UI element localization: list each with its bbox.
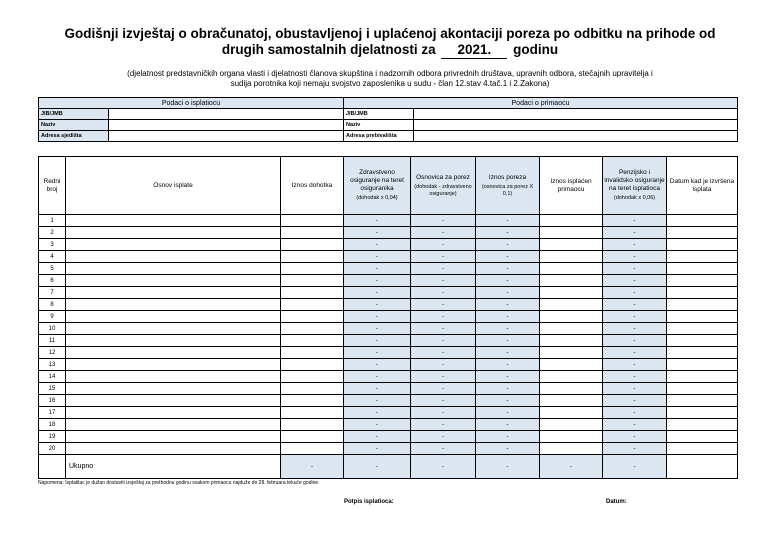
- report-year-field[interactable]: 2021.: [441, 42, 507, 59]
- row-tax-cell: -: [476, 431, 540, 443]
- row-paid-cell[interactable]: [540, 263, 603, 275]
- party-info-table: [38, 97, 738, 142]
- row-basis-cell[interactable]: [66, 299, 281, 311]
- payer-name-field[interactable]: [109, 120, 344, 131]
- title-line-2-suffix: godinu: [513, 42, 559, 57]
- row-pension-cell: -: [603, 407, 667, 419]
- row-paid-cell[interactable]: [540, 299, 603, 311]
- row-tax-cell: -: [476, 395, 540, 407]
- row-paid-cell[interactable]: [540, 215, 603, 227]
- row-number: 3: [39, 239, 66, 251]
- col-tax-amount-formula: (osnovica za porez X 0,1): [481, 183, 534, 197]
- row-tax-base-cell: -: [411, 395, 476, 407]
- row-date-cell[interactable]: [667, 443, 738, 455]
- row-health-cell: -: [344, 323, 411, 335]
- row-pension-cell: -: [603, 299, 667, 311]
- row-paid-cell[interactable]: [540, 311, 603, 323]
- row-tax-cell: -: [476, 359, 540, 371]
- row-basis-cell[interactable]: [66, 275, 281, 287]
- row-basis-cell[interactable]: [66, 395, 281, 407]
- row-basis-cell[interactable]: [66, 215, 281, 227]
- row-date-cell[interactable]: [667, 287, 738, 299]
- row-tax-base-cell: -: [411, 311, 476, 323]
- row-income-cell[interactable]: [281, 239, 344, 251]
- row-tax-cell: -: [476, 407, 540, 419]
- payer-address-field[interactable]: [109, 131, 344, 142]
- row-health-cell: -: [344, 395, 411, 407]
- row-pension-cell: -: [603, 359, 667, 371]
- row-date-cell[interactable]: [667, 335, 738, 347]
- row-date-cell[interactable]: [667, 407, 738, 419]
- row-tax-cell: -: [476, 299, 540, 311]
- total-label: Ukupno: [66, 455, 281, 479]
- row-tax-base-cell: -: [411, 299, 476, 311]
- row-basis-cell[interactable]: [66, 335, 281, 347]
- total-empty-cell: [39, 455, 66, 479]
- row-number: 6: [39, 275, 66, 287]
- row-tax-cell: -: [476, 263, 540, 275]
- row-number: 16: [39, 395, 66, 407]
- row-basis-cell[interactable]: [66, 227, 281, 239]
- row-tax-base-cell: -: [411, 419, 476, 431]
- row-health-cell: -: [344, 239, 411, 251]
- row-tax-cell: -: [476, 215, 540, 227]
- row-number: 7: [39, 287, 66, 299]
- row-health-cell: -: [344, 383, 411, 395]
- row-date-cell[interactable]: [667, 299, 738, 311]
- table-row: [39, 311, 738, 323]
- row-date-cell[interactable]: [667, 395, 738, 407]
- row-tax-base-cell: -: [411, 443, 476, 455]
- row-date-cell[interactable]: [667, 359, 738, 371]
- row-pension-cell: -: [603, 419, 667, 431]
- payer-jib-label: JIB/JMB: [39, 109, 109, 120]
- table-row: [39, 347, 738, 359]
- recipient-name-label: Naziv: [344, 120, 414, 131]
- row-number: 2: [39, 227, 66, 239]
- row-pension-cell: -: [603, 215, 667, 227]
- row-pension-cell: -: [603, 371, 667, 383]
- row-date-cell[interactable]: [667, 215, 738, 227]
- row-basis-cell[interactable]: [66, 251, 281, 263]
- table-row: [39, 407, 738, 419]
- row-number: 5: [39, 263, 66, 275]
- row-health-cell: -: [344, 311, 411, 323]
- row-pension-cell: -: [603, 239, 667, 251]
- table-row: [39, 335, 738, 347]
- total-tax: -: [476, 455, 540, 479]
- row-tax-cell: -: [476, 347, 540, 359]
- row-pension-cell: -: [603, 263, 667, 275]
- row-basis-cell[interactable]: [66, 263, 281, 275]
- table-row: [39, 275, 738, 287]
- row-tax-cell: -: [476, 335, 540, 347]
- payer-name-label: Naziv: [39, 120, 109, 131]
- row-date-cell[interactable]: [667, 227, 738, 239]
- row-income-cell[interactable]: [281, 347, 344, 359]
- row-income-cell[interactable]: [281, 383, 344, 395]
- row-tax-cell: -: [476, 227, 540, 239]
- row-date-cell[interactable]: [667, 323, 738, 335]
- row-number: 19: [39, 431, 66, 443]
- table-row: [39, 251, 738, 263]
- row-number: 20: [39, 443, 66, 455]
- table-row: [39, 443, 738, 455]
- row-health-cell: -: [344, 371, 411, 383]
- row-tax-base-cell: -: [411, 383, 476, 395]
- row-income-cell[interactable]: [281, 395, 344, 407]
- title-line-2: [40, 42, 740, 59]
- row-pension-cell: -: [603, 335, 667, 347]
- row-income-cell[interactable]: [281, 299, 344, 311]
- row-tax-base-cell: -: [411, 287, 476, 299]
- row-income-cell[interactable]: [281, 263, 344, 275]
- payer-header: Podaci o isplatiocu: [39, 98, 344, 109]
- row-income-cell[interactable]: [281, 215, 344, 227]
- row-tax-base-cell: -: [411, 431, 476, 443]
- row-basis-cell[interactable]: [66, 383, 281, 395]
- row-health-cell: -: [344, 359, 411, 371]
- row-tax-base-cell: -: [411, 347, 476, 359]
- row-health-cell: -: [344, 443, 411, 455]
- payer-address-label: Adresa sjedišta: [39, 131, 109, 142]
- row-pension-cell: -: [603, 311, 667, 323]
- table-row: [39, 371, 738, 383]
- title-line-1: Godišnji izvještaj o obračunatoj, obustavljenoj i uplaćenoj akontaciji poreza po odbitku na prihode od: [64, 26, 716, 41]
- total-health: -: [344, 455, 411, 479]
- row-tax-cell: -: [476, 239, 540, 251]
- footnote: Napomena: Isplatilac je dužan dostaviti izvještaj za prethodnu godinu svakom primaocu najduže do 28. februara tekuće godine: [38, 480, 319, 486]
- row-paid-cell[interactable]: [540, 251, 603, 263]
- row-tax-base-cell: -: [411, 215, 476, 227]
- row-tax-cell: -: [476, 371, 540, 383]
- row-paid-cell[interactable]: [540, 443, 603, 455]
- row-pension-cell: -: [603, 251, 667, 263]
- row-basis-cell[interactable]: [66, 431, 281, 443]
- row-income-cell[interactable]: [281, 443, 344, 455]
- row-tax-base-cell: -: [411, 407, 476, 419]
- row-paid-cell[interactable]: [540, 239, 603, 251]
- row-number: 9: [39, 311, 66, 323]
- row-paid-cell[interactable]: [540, 227, 603, 239]
- recipient-name-field[interactable]: [414, 120, 738, 131]
- row-date-cell[interactable]: [667, 383, 738, 395]
- row-tax-base-cell: -: [411, 371, 476, 383]
- row-tax-cell: -: [476, 311, 540, 323]
- total-tax-base: -: [411, 455, 476, 479]
- row-paid-cell[interactable]: [540, 407, 603, 419]
- row-basis-cell[interactable]: [66, 239, 281, 251]
- row-health-cell: -: [344, 275, 411, 287]
- row-tax-cell: -: [476, 275, 540, 287]
- table-row: [39, 263, 738, 275]
- row-income-cell[interactable]: [281, 287, 344, 299]
- col-pension-insurance-title: Penzijsko i invalidsko osiguranje na teret isplatioca: [604, 169, 665, 192]
- row-income-cell[interactable]: [281, 335, 344, 347]
- table-row: [39, 431, 738, 443]
- row-income-cell[interactable]: [281, 251, 344, 263]
- col-payment-date: Datum kad je izvršena isplata: [667, 157, 738, 215]
- total-date-cell: [667, 455, 738, 479]
- subtitle-line-2: sudija porotnika koji nemaju svojstvo zaposlenika u sudu - član 12.stav 4.tač.1 i 2.Zakona): [230, 79, 550, 88]
- row-paid-cell[interactable]: [540, 275, 603, 287]
- row-paid-cell[interactable]: [540, 347, 603, 359]
- row-health-cell: -: [344, 431, 411, 443]
- row-basis-cell[interactable]: [66, 419, 281, 431]
- recipient-jmb-field[interactable]: [414, 109, 738, 120]
- table-row: [39, 359, 738, 371]
- col-tax-base: [411, 157, 476, 215]
- row-basis-cell[interactable]: [66, 311, 281, 323]
- row-tax-base-cell: -: [411, 263, 476, 275]
- row-number: 8: [39, 299, 66, 311]
- row-basis-cell[interactable]: [66, 359, 281, 371]
- table-row: [39, 383, 738, 395]
- row-number: 11: [39, 335, 66, 347]
- row-date-cell[interactable]: [667, 419, 738, 431]
- row-health-cell: -: [344, 299, 411, 311]
- recipient-address-field[interactable]: [414, 131, 738, 142]
- payments-rows: [39, 215, 738, 455]
- table-row: [39, 419, 738, 431]
- col-health-insurance-title: Zdravstveno osiguranje na teret osiguranika: [350, 169, 404, 192]
- row-health-cell: -: [344, 407, 411, 419]
- col-basis: Osnov isplate: [66, 157, 281, 215]
- row-date-cell[interactable]: [667, 251, 738, 263]
- row-number: 4: [39, 251, 66, 263]
- col-pension-insurance: [603, 157, 667, 215]
- recipient-jmb-label: JIB/JMB: [344, 109, 414, 120]
- row-date-cell[interactable]: [667, 431, 738, 443]
- report-title: [40, 26, 740, 59]
- row-number: 12: [39, 347, 66, 359]
- row-paid-cell[interactable]: [540, 371, 603, 383]
- row-basis-cell[interactable]: [66, 407, 281, 419]
- row-number: 17: [39, 407, 66, 419]
- col-row-number: Redni broj: [39, 157, 66, 215]
- row-date-cell[interactable]: [667, 311, 738, 323]
- recipient-header: Podaci o primaocu: [344, 98, 738, 109]
- payer-jib-field[interactable]: [109, 109, 344, 120]
- row-income-cell[interactable]: [281, 227, 344, 239]
- row-pension-cell: -: [603, 323, 667, 335]
- row-basis-cell[interactable]: [66, 347, 281, 359]
- row-pension-cell: -: [603, 395, 667, 407]
- row-paid-cell[interactable]: [540, 419, 603, 431]
- row-pension-cell: -: [603, 275, 667, 287]
- recipient-address-label: Adresa prebivališta: [344, 131, 414, 142]
- row-income-cell[interactable]: [281, 419, 344, 431]
- payments-table: [38, 156, 738, 479]
- row-basis-cell[interactable]: [66, 443, 281, 455]
- row-income-cell[interactable]: [281, 371, 344, 383]
- table-row: [39, 287, 738, 299]
- table-row: [39, 395, 738, 407]
- table-row: [39, 215, 738, 227]
- row-health-cell: -: [344, 227, 411, 239]
- row-pension-cell: -: [603, 287, 667, 299]
- col-tax-base-formula: (dohodak - zdravstveno osiguranje): [414, 183, 472, 197]
- table-row: [39, 227, 738, 239]
- row-paid-cell[interactable]: [540, 335, 603, 347]
- row-date-cell[interactable]: [667, 263, 738, 275]
- row-health-cell: -: [344, 287, 411, 299]
- row-number: 10: [39, 323, 66, 335]
- total-row: [39, 455, 738, 479]
- row-health-cell: -: [344, 263, 411, 275]
- col-tax-base-title: Osnovica za porez: [416, 173, 470, 181]
- table-row: [39, 239, 738, 251]
- table-row: [39, 323, 738, 335]
- row-health-cell: -: [344, 251, 411, 263]
- row-number: 1: [39, 215, 66, 227]
- row-paid-cell[interactable]: [540, 383, 603, 395]
- row-health-cell: -: [344, 335, 411, 347]
- col-tax-amount-title: Iznos poreza: [488, 173, 527, 181]
- row-health-cell: -: [344, 347, 411, 359]
- row-tax-base-cell: -: [411, 275, 476, 287]
- row-tax-cell: -: [476, 443, 540, 455]
- row-tax-base-cell: -: [411, 323, 476, 335]
- row-basis-cell[interactable]: [66, 323, 281, 335]
- total-income: -: [281, 455, 344, 479]
- row-income-cell[interactable]: [281, 323, 344, 335]
- row-basis-cell[interactable]: [66, 371, 281, 383]
- table-row: [39, 299, 738, 311]
- col-health-insurance-formula: (dohodak x 0,04): [356, 195, 398, 201]
- row-health-cell: -: [344, 419, 411, 431]
- row-number: 14: [39, 371, 66, 383]
- row-pension-cell: -: [603, 347, 667, 359]
- col-paid-amount: Iznos isplaćen primaocu: [540, 157, 603, 215]
- report-subtitle: [40, 69, 740, 89]
- row-tax-cell: -: [476, 383, 540, 395]
- subtitle-line-1: (djelatnost predstavničkih organa vlasti i djelatnosti članova skupština i nadzornih odbora privrednih društava, upravnih odbora, stečajnih upravitelja i: [127, 69, 653, 78]
- row-pension-cell: -: [603, 383, 667, 395]
- row-tax-base-cell: -: [411, 251, 476, 263]
- row-tax-base-cell: -: [411, 239, 476, 251]
- row-number: 18: [39, 419, 66, 431]
- row-tax-base-cell: -: [411, 227, 476, 239]
- row-paid-cell[interactable]: [540, 359, 603, 371]
- row-date-cell[interactable]: [667, 347, 738, 359]
- row-tax-base-cell: -: [411, 335, 476, 347]
- row-basis-cell[interactable]: [66, 287, 281, 299]
- total-pension: -: [603, 455, 667, 479]
- signature-label: Potpis isplatioca:: [344, 499, 394, 505]
- col-health-insurance: [344, 157, 411, 215]
- row-tax-cell: -: [476, 323, 540, 335]
- col-tax-amount: [476, 157, 540, 215]
- date-label: Datum:: [606, 499, 627, 505]
- title-line-2-prefix: drugih samostalnih djelatnosti za: [221, 42, 436, 57]
- total-paid: -: [540, 455, 603, 479]
- row-income-cell[interactable]: [281, 275, 344, 287]
- row-pension-cell: -: [603, 431, 667, 443]
- row-number: 15: [39, 383, 66, 395]
- row-paid-cell[interactable]: [540, 431, 603, 443]
- row-date-cell[interactable]: [667, 239, 738, 251]
- row-date-cell[interactable]: [667, 371, 738, 383]
- row-paid-cell[interactable]: [540, 395, 603, 407]
- row-tax-cell: -: [476, 251, 540, 263]
- row-tax-cell: -: [476, 287, 540, 299]
- row-paid-cell[interactable]: [540, 323, 603, 335]
- col-income: Iznos dohotka: [281, 157, 344, 215]
- row-date-cell[interactable]: [667, 275, 738, 287]
- row-number: 13: [39, 359, 66, 371]
- row-pension-cell: -: [603, 227, 667, 239]
- row-income-cell[interactable]: [281, 311, 344, 323]
- row-pension-cell: -: [603, 443, 667, 455]
- row-income-cell[interactable]: [281, 431, 344, 443]
- row-tax-base-cell: -: [411, 359, 476, 371]
- row-income-cell[interactable]: [281, 407, 344, 419]
- row-income-cell[interactable]: [281, 359, 344, 371]
- col-pension-insurance-formula: (dohodak x 0,06): [613, 195, 656, 201]
- row-health-cell: -: [344, 215, 411, 227]
- row-tax-cell: -: [476, 419, 540, 431]
- row-paid-cell[interactable]: [540, 287, 603, 299]
